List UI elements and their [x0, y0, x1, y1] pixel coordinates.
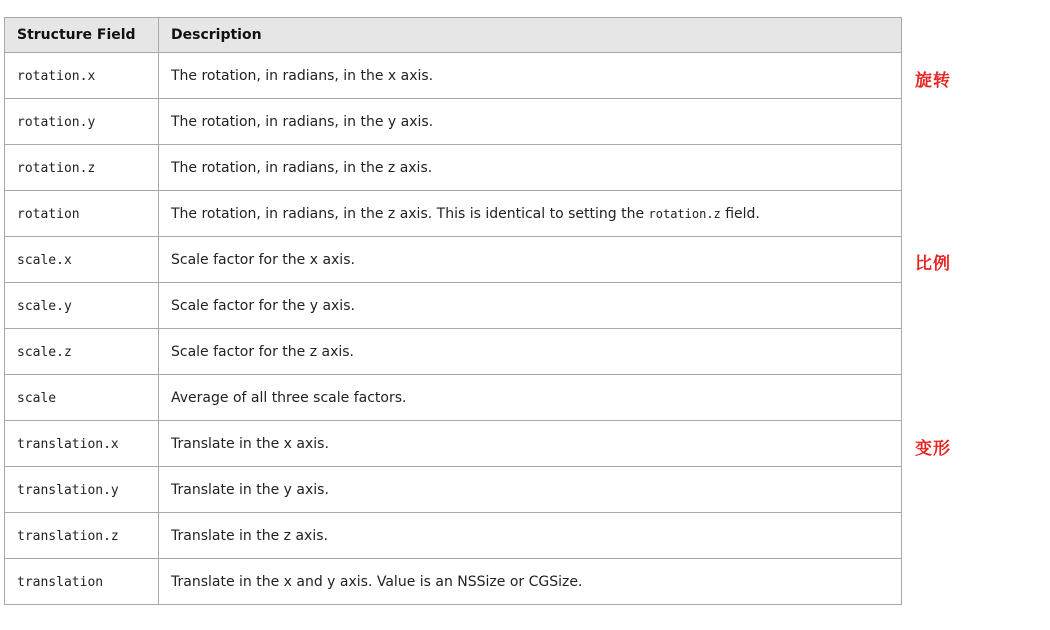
field-cell: [5, 99, 159, 145]
table-row: [5, 375, 902, 421]
field-cell: [5, 145, 159, 191]
annotation-transform: 变形: [915, 439, 951, 459]
table-row: [5, 53, 902, 99]
field-cell: [5, 559, 159, 605]
inline-code: rotation.z: [648, 206, 721, 221]
structure-field-table: [4, 17, 902, 605]
table-row: [5, 99, 902, 145]
field-name: translation.y: [17, 482, 119, 498]
table-row: [5, 421, 902, 467]
field-name: rotation.y: [17, 114, 96, 130]
field-cell: [5, 191, 159, 237]
field-name: scale.z: [17, 344, 72, 360]
field-description: Translate in the x axis.: [171, 435, 329, 452]
description-cell: [159, 53, 902, 99]
description-cell: [159, 191, 902, 237]
field-name: translation: [17, 574, 104, 590]
field-description: Scale factor for the z axis.: [171, 343, 355, 360]
field-description: The rotation, in radians, in the z axis.: [171, 159, 433, 176]
field-cell: [5, 53, 159, 99]
field-cell: [5, 237, 159, 283]
description-cell: [159, 375, 902, 421]
description-text: The rotation, in radians, in the z axis. This is identical to setting the: [171, 205, 649, 222]
field-cell: [5, 467, 159, 513]
field-description: The rotation, in radians, in the y axis.: [171, 113, 434, 130]
field-description: Average of all three scale factors.: [171, 389, 407, 406]
field-description: Translate in the z axis.: [171, 527, 328, 544]
description-cell: [159, 513, 902, 559]
field-cell: [5, 283, 159, 329]
table-row: [5, 191, 902, 237]
table-row: [5, 329, 902, 375]
description-suffix: field.: [720, 205, 760, 222]
description-cell: [159, 237, 902, 283]
field-name: translation.z: [17, 528, 119, 544]
field-cell: [5, 421, 159, 467]
table-row: [5, 513, 902, 559]
table-row: [5, 559, 902, 605]
table-row: [5, 467, 902, 513]
field-cell: [5, 375, 159, 421]
field-description: Translate in the y axis.: [171, 481, 329, 498]
description-cell: [159, 559, 902, 605]
field-name: scale: [17, 390, 57, 406]
field-description: The rotation, in radians, in the x axis.: [171, 67, 434, 84]
annotation-scale: 比例: [915, 254, 951, 274]
field-name: rotation.x: [17, 68, 96, 84]
field-description: Translate in the x and y axis. Value is an NSSize or CGSize.: [171, 573, 583, 590]
field-name: translation.x: [17, 436, 119, 452]
field-cell: [5, 513, 159, 559]
header-structure-field: Structure Field: [5, 18, 159, 53]
header-description: Description: [159, 18, 902, 53]
description-cell: [159, 283, 902, 329]
table-row: [5, 145, 902, 191]
description-cell: [159, 421, 902, 467]
description-cell: [159, 99, 902, 145]
table-row: [5, 237, 902, 283]
field-description: [171, 206, 760, 222]
field-description: Scale factor for the x axis.: [171, 251, 355, 268]
field-name: scale.x: [17, 252, 72, 268]
field-name: rotation: [17, 206, 80, 222]
field-name: rotation.z: [17, 160, 96, 176]
description-cell: [159, 329, 902, 375]
field-name: scale.y: [17, 298, 72, 314]
description-cell: [159, 467, 902, 513]
field-description: Scale factor for the y axis.: [171, 297, 355, 314]
table-header-row: [5, 18, 902, 53]
table-row: [5, 283, 902, 329]
annotation-rotation: 旋转: [915, 71, 951, 91]
field-cell: [5, 329, 159, 375]
description-cell: [159, 145, 902, 191]
